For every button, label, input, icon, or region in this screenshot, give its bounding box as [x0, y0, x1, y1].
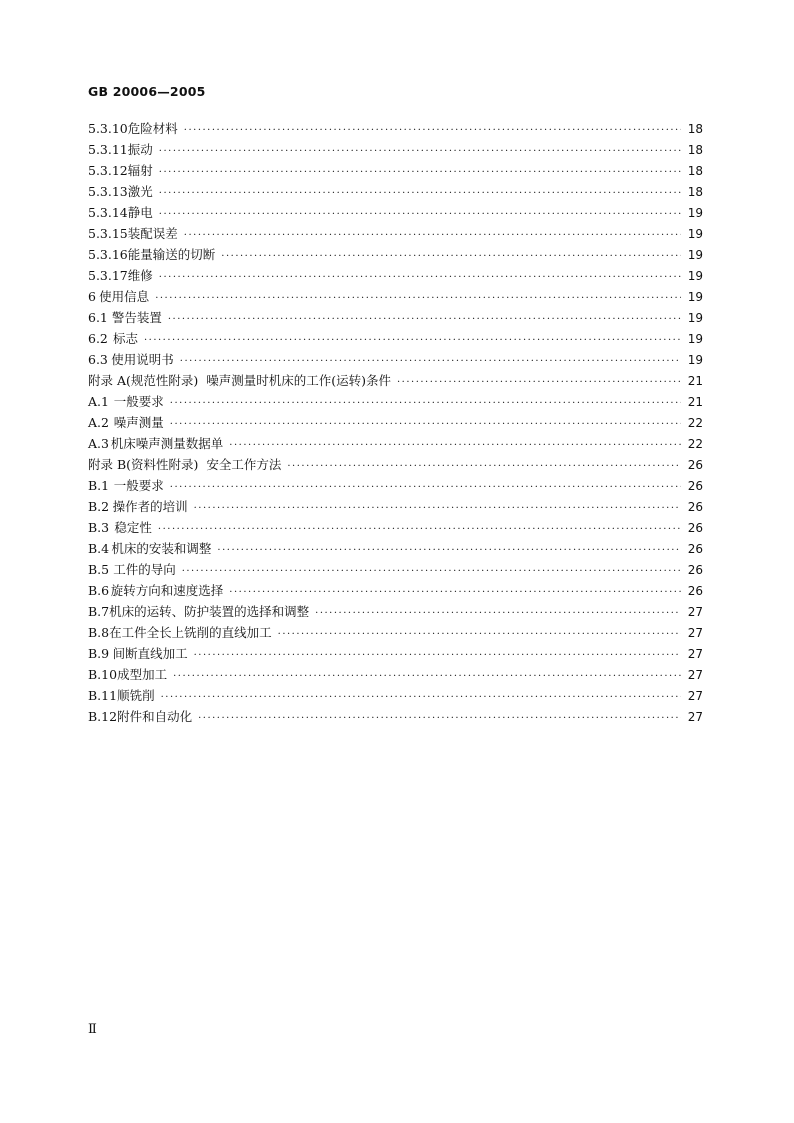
toc-entry	[88, 223, 703, 244]
toc-entry	[88, 244, 703, 265]
toc-entry	[88, 370, 703, 391]
toc-entry-page: 18	[687, 143, 703, 157]
toc-entry-title: 激光	[127, 184, 153, 199]
toc-leader-dots	[397, 372, 681, 393]
toc-entry-title: 使用说明书	[111, 352, 174, 367]
toc-entry-title: 噪声测量	[113, 415, 164, 430]
toc-entry-number: B.2	[88, 499, 110, 514]
toc-entry-title: 成型加工	[117, 667, 168, 682]
toc-leader-dots	[155, 288, 681, 309]
toc-entry-page: 19	[687, 227, 703, 241]
toc-entry-number: B.4	[88, 541, 110, 556]
toc-leader-dots	[194, 498, 681, 519]
toc-entry	[88, 265, 703, 286]
toc-entry	[88, 181, 703, 202]
toc-entry-page: 22	[687, 416, 703, 430]
toc-entry-number: 附录 A	[88, 373, 127, 388]
toc-leader-dots	[198, 708, 681, 729]
toc-leader-dots	[278, 624, 681, 645]
toc-entry	[88, 328, 703, 349]
toc-leader-dots	[159, 162, 681, 183]
toc-entry-page: 19	[687, 290, 703, 304]
toc-leader-dots	[315, 603, 681, 624]
toc-entry	[88, 202, 703, 223]
toc-entry	[88, 622, 703, 643]
toc-entry-page: 26	[687, 542, 703, 556]
toc-entry	[88, 118, 703, 139]
toc-entry	[88, 685, 703, 706]
toc-entry-number: B.5	[88, 562, 110, 577]
toc-entry	[88, 559, 703, 580]
toc-entry	[88, 580, 703, 601]
toc-entry	[88, 538, 703, 559]
toc-entry-number: 5.3.11	[88, 142, 128, 157]
toc-leader-dots	[159, 183, 681, 204]
toc-leader-dots	[217, 540, 681, 561]
toc-entry-page: 26	[687, 458, 703, 472]
toc-entry-number: 5.3.15	[88, 226, 128, 241]
toc-entry	[88, 517, 703, 538]
toc-entry-title: 顺铣削	[117, 688, 155, 703]
toc-entry	[88, 139, 703, 160]
toc-entry-title: 危险材料	[127, 121, 178, 136]
toc-leader-dots	[170, 393, 681, 414]
toc-entry-page: 19	[687, 353, 703, 367]
toc-entry-title: 一般要求	[113, 478, 164, 493]
toc-entry-number: B.9	[88, 646, 110, 661]
table-of-contents	[88, 118, 703, 727]
toc-leader-dots	[158, 519, 681, 540]
toc-entry-page: 26	[687, 563, 703, 577]
toc-entry	[88, 307, 703, 328]
toc-leader-dots	[221, 246, 681, 267]
toc-entry-page: 19	[687, 332, 703, 346]
toc-entry-page: 27	[687, 647, 703, 661]
toc-entry-number: B.8	[88, 625, 110, 640]
toc-entry-title: 机床噪声测量数据单	[110, 436, 224, 451]
toc-leader-dots	[287, 456, 681, 477]
toc-entry-title: 工件的导向	[113, 562, 176, 577]
toc-entry	[88, 349, 703, 370]
toc-leader-dots	[182, 561, 681, 582]
toc-leader-dots	[173, 666, 681, 687]
toc-leader-dots	[170, 477, 681, 498]
toc-entry-number: A.3	[88, 436, 109, 451]
toc-entry-page: 27	[687, 710, 703, 724]
toc-entry	[88, 391, 703, 412]
toc-entry-title: 静电	[127, 205, 153, 220]
toc-leader-dots	[159, 204, 681, 225]
toc-entry-number: B.7	[88, 604, 110, 619]
toc-leader-dots	[168, 309, 681, 330]
toc-entry-page: 19	[687, 206, 703, 220]
toc-entry-number: A.2	[88, 415, 109, 430]
toc-entry-page: 26	[687, 521, 703, 535]
toc-leader-dots	[144, 330, 681, 351]
toc-leader-dots	[229, 435, 681, 456]
toc-entry-title: 能量输送的切断	[127, 247, 216, 262]
toc-entry-title: 辐射	[127, 163, 153, 178]
toc-entry-page: 18	[687, 122, 703, 136]
toc-entry	[88, 412, 703, 433]
page-number: Ⅱ	[88, 1022, 97, 1037]
toc-entry-number: 5.3.14	[88, 205, 128, 220]
toc-entry	[88, 286, 703, 307]
toc-entry-number: 附录 B	[88, 457, 127, 472]
toc-leader-dots	[159, 267, 681, 288]
toc-entry-title: 使用信息	[99, 289, 150, 304]
toc-leader-dots	[184, 120, 681, 141]
toc-entry-number: 5.3.17	[88, 268, 128, 283]
toc-entry-number: B.11	[88, 688, 118, 703]
toc-leader-dots	[184, 225, 681, 246]
toc-entry-number: B.6	[88, 583, 110, 598]
toc-entry-page: 22	[687, 437, 703, 451]
toc-leader-dots	[159, 141, 681, 162]
toc-entry-title: (规范性附录) 噪声测量时机床的工作(运转)条件	[126, 373, 391, 388]
toc-leader-dots	[229, 582, 681, 603]
toc-leader-dots	[180, 351, 681, 372]
toc-entry-page: 27	[687, 626, 703, 640]
toc-entry-page: 26	[687, 584, 703, 598]
toc-entry-title: 机床的运转、防护装置的选择和调整	[109, 604, 310, 619]
toc-entry-title: 旋转方向和速度选择	[110, 583, 224, 598]
toc-entry	[88, 706, 703, 727]
toc-entry-title: 振动	[127, 142, 153, 157]
toc-entry-number: 6	[88, 289, 96, 304]
toc-entry-number: A.1	[88, 394, 109, 409]
toc-entry-title: 稳定性	[114, 520, 152, 535]
toc-leader-dots	[194, 645, 681, 666]
toc-entry	[88, 454, 703, 475]
toc-entry-number: B.10	[88, 667, 118, 682]
toc-entry-page: 21	[687, 374, 703, 388]
toc-entry-page: 27	[687, 605, 703, 619]
toc-entry	[88, 160, 703, 181]
toc-entry-title: 操作者的培训	[112, 499, 188, 514]
toc-entry-page: 27	[687, 668, 703, 682]
toc-entry-title: 标志	[112, 331, 138, 346]
toc-entry-number: 5.3.13	[88, 184, 128, 199]
standard-code-header: GB 20006—2005	[88, 84, 206, 99]
toc-entry-page: 26	[687, 479, 703, 493]
toc-entry-title: 一般要求	[113, 394, 164, 409]
toc-entry-page: 18	[687, 164, 703, 178]
toc-entry-number: B.12	[88, 709, 118, 724]
toc-entry-page: 21	[687, 395, 703, 409]
toc-entry-number: 6.3	[88, 352, 108, 367]
toc-entry-page: 19	[687, 311, 703, 325]
toc-entry-number: B.1	[88, 478, 110, 493]
toc-entry-title: 警告装置	[111, 310, 162, 325]
toc-entry-title: 在工件全长上铣削的直线加工	[109, 625, 272, 640]
toc-entry-page: 26	[687, 500, 703, 514]
toc-entry-page: 19	[687, 248, 703, 262]
toc-leader-dots	[161, 687, 681, 708]
toc-entry-title: 维修	[127, 268, 153, 283]
toc-entry-title: 装配误差	[127, 226, 178, 241]
toc-entry-title: 间断直线加工	[112, 646, 188, 661]
toc-entry-number: 6.2	[88, 331, 108, 346]
toc-entry	[88, 433, 703, 454]
toc-entry	[88, 643, 703, 664]
toc-entry-page: 27	[687, 689, 703, 703]
toc-entry-number: B.3	[88, 520, 110, 535]
toc-entry-number: 6.1	[88, 310, 108, 325]
toc-entry-title: 附件和自动化	[117, 709, 193, 724]
toc-entry	[88, 475, 703, 496]
toc-entry-number: 5.3.12	[88, 163, 128, 178]
toc-entry	[88, 664, 703, 685]
toc-entry-title: 机床的安装和调整	[111, 541, 212, 556]
toc-entry-page: 19	[687, 269, 703, 283]
toc-entry	[88, 496, 703, 517]
toc-entry-number: 5.3.16	[88, 247, 128, 262]
toc-leader-dots	[170, 414, 681, 435]
toc-entry	[88, 601, 703, 622]
toc-entry-number: 5.3.10	[88, 121, 128, 136]
toc-entry-title: (资料性附录) 安全工作方法	[126, 457, 282, 472]
toc-entry-page: 18	[687, 185, 703, 199]
